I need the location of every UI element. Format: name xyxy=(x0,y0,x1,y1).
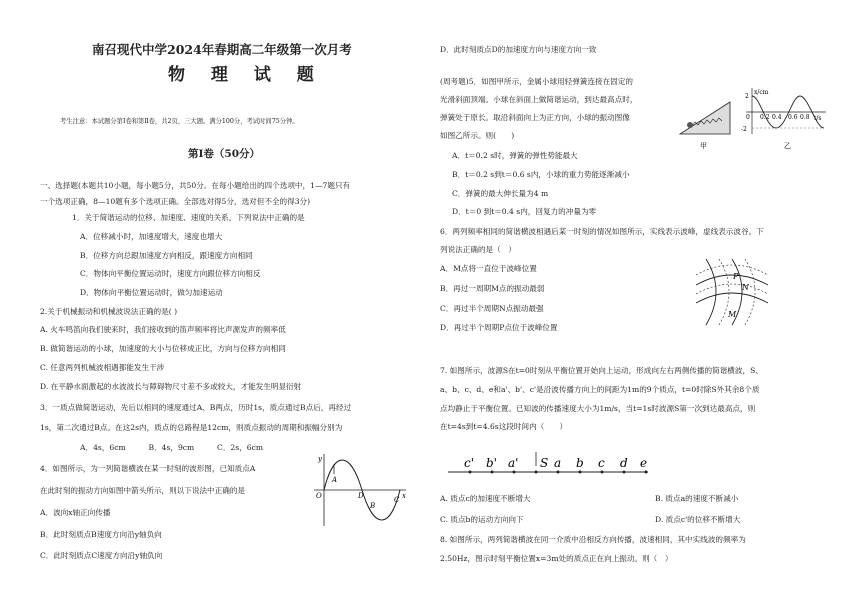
particle-dot xyxy=(469,471,472,474)
interference-figure xyxy=(692,255,772,327)
option: D. 在平静水面激起的水波波长与障碍物尺寸差不多或较大，才能发生明显衍射 xyxy=(40,382,302,391)
text-line: 在此时刻的振动方向如图中箭头所示，则以下说法中正确的是 xyxy=(40,486,246,495)
label-d: D xyxy=(358,492,364,500)
text-line: 点均静止于平衡位置。已知波的传播速度大小为1m/s，当t=1s时波源S第一次到达最高点，则 xyxy=(440,404,756,413)
caption-yi: 乙 xyxy=(784,142,791,150)
tick-08: 0.8 xyxy=(800,114,810,121)
text-line: a、b、c、d、e和a'、b'、c'是沿波传播方向上的间距为1m的9个质点，t=0时除S外其余8个质 xyxy=(440,385,760,394)
graph-ylabel: x/cm xyxy=(754,89,769,96)
particle-dot xyxy=(579,471,582,474)
label-n: N xyxy=(742,283,749,292)
option: D. 质点c'的位移不断增大 xyxy=(655,515,741,524)
crest-line xyxy=(696,275,768,285)
question-1: 1．关于简谐运动的位移、加速度、速度的关系，下列说法中正确的是 xyxy=(72,213,305,222)
label-b: B xyxy=(370,502,376,510)
option: D．物体向平衡位置运动时，做匀加速运动 xyxy=(80,288,223,297)
graph-xlabel: t/s xyxy=(814,115,822,122)
particle-dot xyxy=(491,471,494,474)
option: B．t＝0.2 s到t＝0.6 s内，小球的重力势能逐渐减小 xyxy=(452,170,630,179)
text-line: 1s，第二次通过B点。在这2s内，质点的总路程是12cm，则质点振动的周期和振幅分别为 xyxy=(40,423,343,432)
label-c: c xyxy=(598,456,605,470)
tick-neg2: -2 xyxy=(741,126,747,133)
option: C. 质点b的运动方向向下 xyxy=(440,515,524,524)
particle-dot xyxy=(513,471,516,474)
text-line: 光滑斜面顶端。小球在斜面上做简谐运动，到达最高点时， xyxy=(440,95,638,104)
option: B. 做简谐运动的小球，加速度的大小与位移成正比，方向与位移方向相同 xyxy=(40,344,286,353)
section-title: 第Ⅰ卷（50分） xyxy=(188,148,261,160)
particle-dot xyxy=(601,471,604,474)
trough-line xyxy=(696,265,768,275)
question-3: 3．一质点做简谐运动，先后以相同的速度通过A、B两点，历时1s，质点通过B点后，再经过 xyxy=(40,403,352,412)
label-o: O xyxy=(316,492,322,500)
wave-figure-q4 xyxy=(310,452,410,528)
ball-icon xyxy=(687,122,693,128)
label-m: M xyxy=(728,310,737,319)
text-line: 一、选择题(本题共10小题，每小题5分，共50分。在每小题给出的四个选项中，1—7题只有 xyxy=(40,181,351,190)
option: C．此时刻质点C速度方向沿y轴负向 xyxy=(40,551,163,560)
label-b: b xyxy=(576,456,584,470)
incline xyxy=(680,102,730,134)
option: D．t＝0 到t＝0.4 s内，回复力的冲量为零 xyxy=(452,207,597,216)
label-d: d xyxy=(620,456,628,470)
question-7: 7. 如图所示，波源S在t=0时刻从平衡位置开始向上运动，形成向左右两侧传播的简谐横波，S、 xyxy=(440,366,763,375)
particle-line-figure xyxy=(444,440,654,484)
label-e: e xyxy=(640,456,648,470)
option: C．再过半个周期N点振动最强 xyxy=(440,304,544,313)
trough-line xyxy=(745,259,755,325)
text-line: 弹簧处于原长。取沿斜面向上为正方向，小球的振动图像 xyxy=(440,113,630,122)
crest-line xyxy=(706,259,716,325)
particle-dot xyxy=(535,471,538,474)
tick-02: 0.2 xyxy=(760,114,770,121)
label-a: a xyxy=(554,456,562,470)
question-6: 6．两列频率相同的简谐横波相遇后某一时刻的情况如图所示，实线表示波峰，虚线表示波谷。下 xyxy=(440,227,764,236)
particle-dot xyxy=(557,471,560,474)
option: B. 质点a的速度不断减小 xyxy=(655,494,739,503)
option: D．此时刻质点D的加速度方向与速度方向一致 xyxy=(440,45,597,54)
tick-0: 0 xyxy=(746,114,750,121)
label-b-prime: b' xyxy=(486,456,497,470)
text-line: 如图乙所示。则( ) xyxy=(440,131,515,140)
option: B．再过一周期M点的振动最弱 xyxy=(440,284,545,293)
text-line: 一个选项正确，8—10题有多个选项正确。全部选对得5分，选对但不全的得3分) xyxy=(40,197,311,206)
caption-jia: 甲 xyxy=(700,142,707,150)
options-row: A．4s，6cm B．4s，9cm C．2s，6cm xyxy=(80,443,264,452)
option: A. 火车鸣笛向我们驶来时，我们接收到的笛声频率将比声源发声的频率低 xyxy=(40,325,286,334)
label-s: S xyxy=(540,456,549,470)
option: C．弹簧的最大伸长量为4 m xyxy=(452,189,549,198)
question-2: 2.关于机械振动和机械波说法正确的是( ) xyxy=(40,307,178,316)
text-line: 列说法正确的是（ ） xyxy=(440,245,516,254)
subject-title: 物 理 试 题 xyxy=(168,65,324,85)
text-line: 2.50Hz，图示时刻平衡位置x=3m处的质点正在向上振动。则（ ） xyxy=(440,554,673,563)
label-a: A xyxy=(332,476,338,484)
option: B．此时刻质点B速度方向沿y轴负向 xyxy=(40,530,162,539)
label-y: y xyxy=(318,455,322,463)
option: A．波向x轴正向传播 xyxy=(40,508,111,517)
tick-04: 0.4 xyxy=(772,114,782,121)
option: A．t＝0.2 s时，弹簧的弹性势能最大 xyxy=(452,151,578,160)
question-4: 4．如图所示，为一列简谐横波在某一时刻的波形图，已知质点A xyxy=(40,464,256,473)
option: A．M点将一直位于波峰位置 xyxy=(440,264,537,273)
question-5: (周考题)5．如图甲所示，金属小球用轻弹簧连接在固定的 xyxy=(440,77,634,86)
incline-spring-figure xyxy=(676,88,734,150)
label-p: P xyxy=(733,272,739,281)
crest-line xyxy=(696,293,768,303)
tick-2: 2 xyxy=(745,93,749,100)
option: A. 质点c的加速度不断增大 xyxy=(440,494,531,503)
option: D．再过半个周期P点位于波峰位置 xyxy=(440,323,558,332)
school-title: 南召现代中学2024年春期高二年级第一次月考 xyxy=(92,42,352,57)
option: A．位移减小时，加速度增大，速度也增大 xyxy=(80,232,223,241)
option: C. 任意两列机械波相遇都能发生干涉 xyxy=(40,363,165,372)
option: B．位移方向总跟加速度方向相反，跟速度方向相同 xyxy=(80,251,253,260)
label-a-prime: a' xyxy=(508,456,519,470)
vibration-graph xyxy=(740,86,830,152)
label-x: x xyxy=(402,492,406,500)
option: C．物体向平衡位置运动时，速度方向跟位移方向相反 xyxy=(80,269,261,278)
exam-notice: 考生注意：本试题分第Ⅰ卷和第Ⅱ卷，共2页，三大题。满分100分，考试时间75分钟。 xyxy=(60,118,299,125)
question-8: 8. 如图所示，两列简谐横波在同一介质中沿相反方向传播，波速相同，其中实线波的频率为 xyxy=(440,535,746,544)
particle-dot xyxy=(645,471,648,474)
tick-06: 0.6 xyxy=(788,114,798,121)
label-c-prime: c' xyxy=(464,456,475,470)
label-c: C xyxy=(394,496,400,504)
particle-dot xyxy=(623,471,626,474)
trough-line xyxy=(696,284,768,294)
text-line: 在t=4s到t=4.6s这段时间内（ ） xyxy=(440,422,568,431)
